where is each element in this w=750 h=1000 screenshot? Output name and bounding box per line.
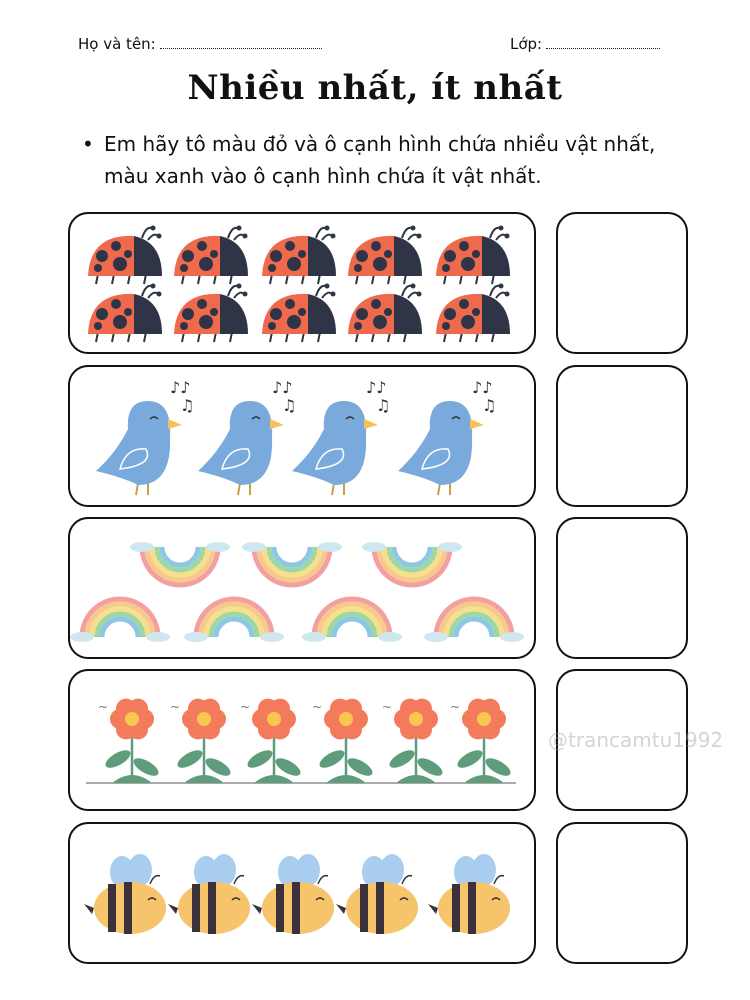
svg-text:♪♪: ♪♪ xyxy=(472,378,493,397)
svg-text:♪♪: ♪♪ xyxy=(366,378,387,397)
row-ladybugs xyxy=(68,212,536,354)
bee-icon xyxy=(252,854,334,934)
answer-box-ladybugs[interactable] xyxy=(556,212,688,354)
answer-box-bees[interactable] xyxy=(556,822,688,964)
row-flowers xyxy=(68,669,536,811)
flower-icon xyxy=(312,699,375,783)
bird-group xyxy=(70,367,534,505)
flower-icon xyxy=(240,699,303,783)
bird-icon xyxy=(198,378,296,495)
flower-icon xyxy=(170,699,233,783)
ladybug-icon xyxy=(174,226,248,285)
rainbow-icon xyxy=(302,599,402,642)
class-blank-line[interactable] xyxy=(546,34,660,49)
flower-group xyxy=(70,671,534,809)
svg-text:~: ~ xyxy=(98,700,109,714)
bee-group xyxy=(70,824,534,962)
flower-icon xyxy=(98,699,161,783)
svg-text:♫: ♫ xyxy=(180,396,195,415)
ladybug-icon xyxy=(88,226,162,285)
ladybug-icon xyxy=(348,226,422,285)
name-label: Họ và tên: xyxy=(78,35,156,53)
ladybug-icon xyxy=(436,284,510,343)
bee-icon xyxy=(84,854,166,934)
flower-icon xyxy=(450,699,513,783)
svg-text:♫: ♫ xyxy=(376,396,391,415)
bee-icon xyxy=(336,854,418,934)
ladybug-group xyxy=(70,214,534,352)
answer-box-birds[interactable] xyxy=(556,365,688,507)
bullet: • xyxy=(82,132,94,156)
ladybug-icon xyxy=(88,284,162,343)
svg-text:♪♪: ♪♪ xyxy=(272,378,293,397)
rainbow-icon xyxy=(424,599,524,642)
ladybug-icon xyxy=(174,284,248,343)
svg-text:~: ~ xyxy=(450,700,461,714)
rainbow-icon xyxy=(130,542,230,585)
svg-text:~: ~ xyxy=(170,700,181,714)
ladybug-icon xyxy=(436,226,510,285)
rainbow-icon xyxy=(184,599,284,642)
bird-icon xyxy=(398,378,496,495)
row-bees xyxy=(68,822,536,964)
flower-icon xyxy=(382,699,445,783)
svg-text:~: ~ xyxy=(312,700,323,714)
bird-icon xyxy=(292,378,390,495)
name-blank-line[interactable] xyxy=(160,34,322,49)
class-field[interactable] xyxy=(510,34,660,53)
page-title: Nhiều nhất, ít nhất xyxy=(187,68,563,108)
ladybug-icon xyxy=(262,226,336,285)
rainbow-group xyxy=(70,519,534,657)
svg-text:~: ~ xyxy=(240,700,251,714)
instruction-text: Em hãy tô màu đỏ và ô cạnh hình chứa nhiều vật nhất, màu xanh vào ô cạnh hình chứa ít vật nhất. xyxy=(104,132,656,188)
answer-box-rainbows[interactable] xyxy=(556,517,688,659)
row-rainbows xyxy=(68,517,536,659)
bee-icon xyxy=(168,854,250,934)
bee-icon xyxy=(428,854,510,934)
svg-text:♫: ♫ xyxy=(282,396,297,415)
bird-icon xyxy=(96,378,194,495)
watermark: @trancamtu1992 xyxy=(548,728,724,752)
ladybug-icon xyxy=(348,284,422,343)
svg-text:♫: ♫ xyxy=(482,396,497,415)
svg-text:♪♪: ♪♪ xyxy=(170,378,191,397)
rainbow-icon xyxy=(362,542,462,585)
name-field[interactable] xyxy=(78,34,322,53)
rainbow-icon xyxy=(242,542,342,585)
rainbow-icon xyxy=(70,599,170,642)
ladybug-icon xyxy=(262,284,336,343)
row-birds xyxy=(68,365,536,507)
svg-text:~: ~ xyxy=(382,700,393,714)
class-label: Lớp: xyxy=(510,35,543,53)
